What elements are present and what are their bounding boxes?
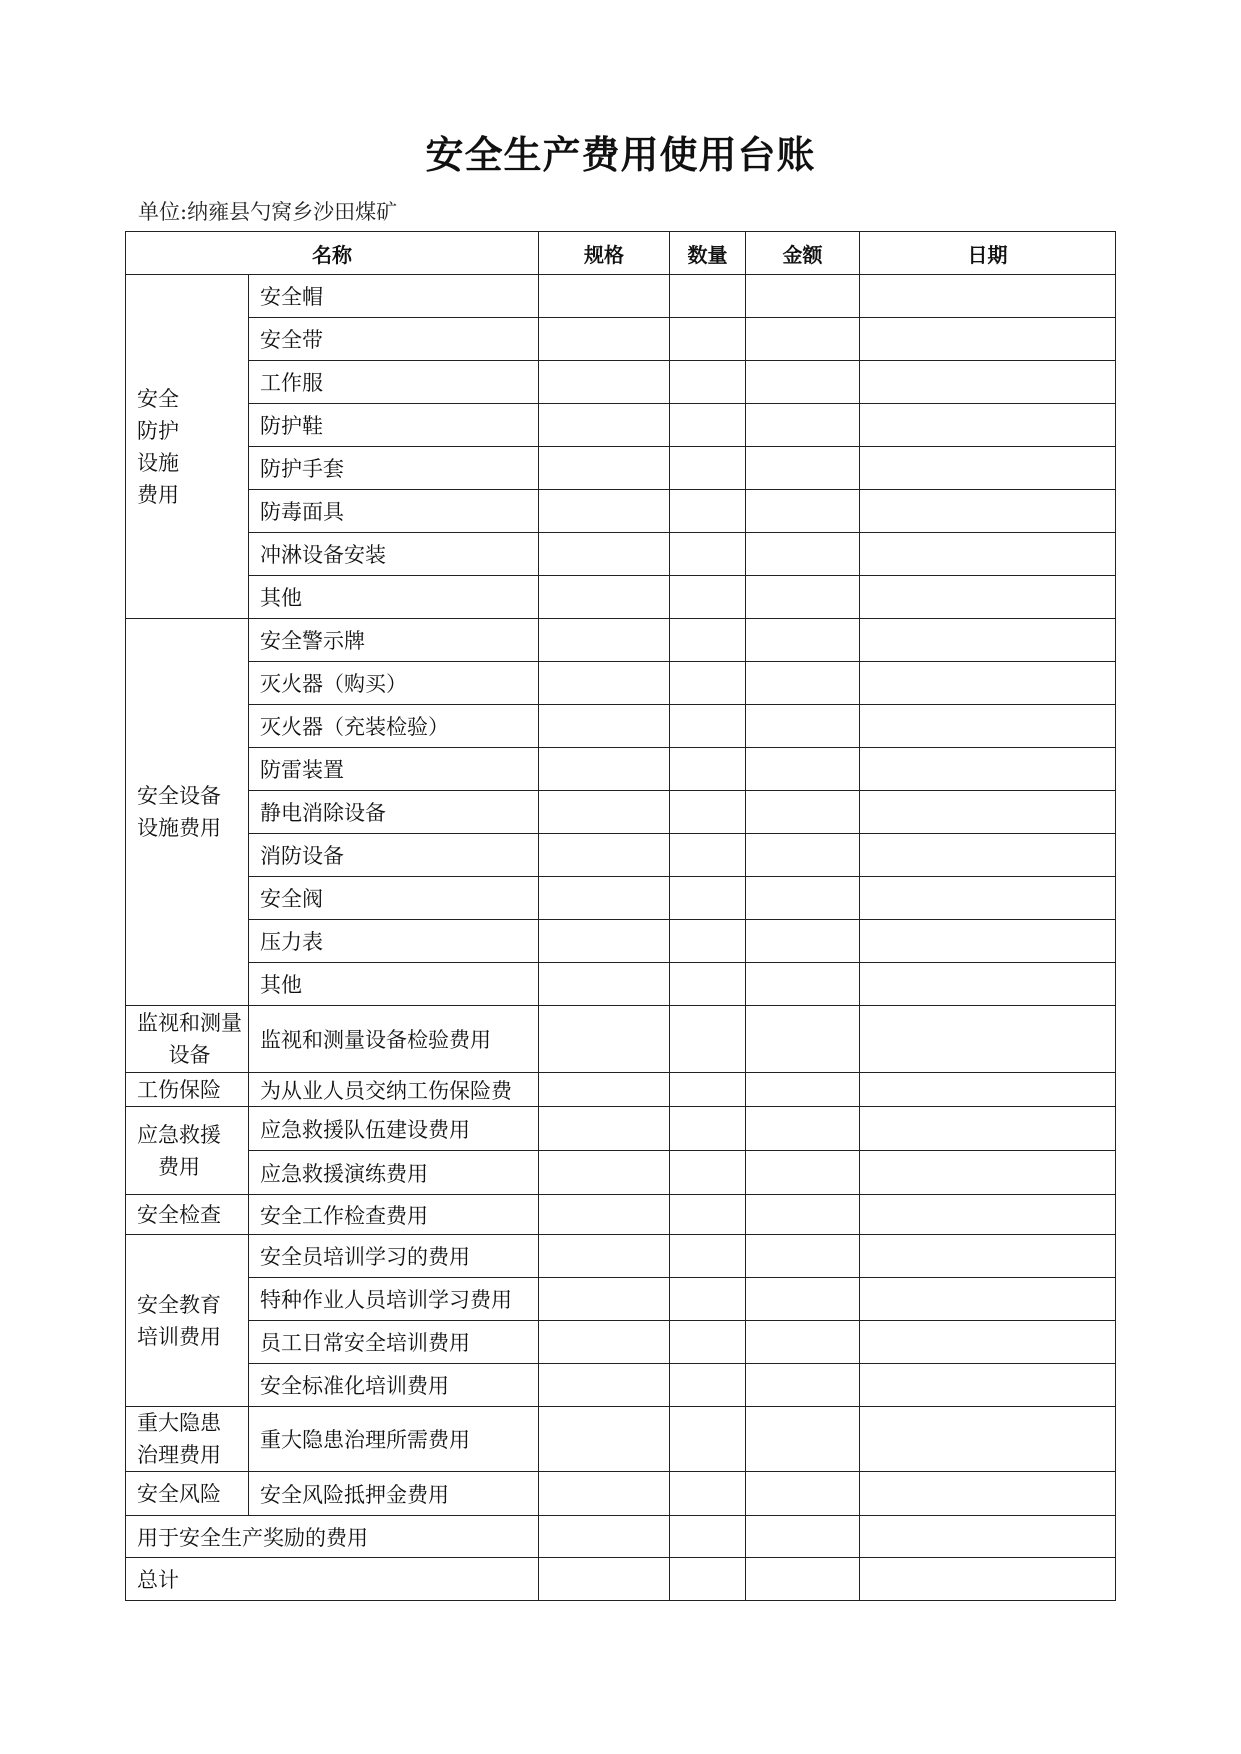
item-name-cell: 监视和测量设备检验费用 bbox=[249, 1006, 539, 1073]
item-name-cell: 为从业人员交纳工伤保险费 bbox=[249, 1073, 539, 1107]
item-quantity-cell bbox=[670, 1073, 746, 1107]
item-quantity-cell bbox=[670, 533, 746, 576]
item-spec-cell bbox=[539, 920, 670, 963]
item-amount-cell bbox=[746, 1278, 860, 1321]
item-name-cell: 安全带 bbox=[249, 318, 539, 361]
item-name-cell: 重大隐患治理所需费用 bbox=[249, 1407, 539, 1472]
item-amount-cell bbox=[746, 1321, 860, 1364]
category-label: 安全设备 设施费用 bbox=[137, 784, 221, 840]
item-amount-cell bbox=[746, 1006, 860, 1073]
item-amount-cell bbox=[746, 619, 860, 662]
item-date-cell bbox=[860, 404, 1116, 447]
item-date-cell bbox=[860, 1006, 1116, 1073]
item-amount-cell bbox=[746, 1107, 860, 1151]
item-spec-cell bbox=[539, 748, 670, 791]
table-row bbox=[126, 318, 1116, 361]
total-row bbox=[126, 1558, 1116, 1601]
item-amount-cell bbox=[746, 275, 860, 318]
table-row bbox=[126, 1235, 1116, 1278]
item-amount-cell bbox=[746, 490, 860, 533]
item-quantity-cell bbox=[670, 1321, 746, 1364]
item-amount-cell bbox=[746, 576, 860, 619]
item-spec-cell bbox=[539, 533, 670, 576]
item-spec-cell bbox=[539, 705, 670, 748]
item-quantity-cell bbox=[670, 1278, 746, 1321]
item-quantity-cell bbox=[670, 791, 746, 834]
item-amount-cell bbox=[746, 1151, 860, 1195]
item-name-cell: 其他 bbox=[249, 963, 539, 1006]
item-date-cell bbox=[860, 576, 1116, 619]
item-spec-cell bbox=[539, 275, 670, 318]
item-date-cell bbox=[860, 920, 1116, 963]
item-date-cell bbox=[860, 490, 1116, 533]
item-name-cell: 安全警示牌 bbox=[249, 619, 539, 662]
item-date-cell bbox=[860, 1364, 1116, 1407]
table-row bbox=[126, 748, 1116, 791]
item-spec-cell bbox=[539, 1151, 670, 1195]
item-quantity-cell bbox=[670, 619, 746, 662]
category-label: 应急救援 费用 bbox=[137, 1122, 221, 1179]
expense-ledger-table bbox=[125, 231, 1116, 1601]
item-spec-cell bbox=[539, 877, 670, 920]
item-spec-cell bbox=[539, 447, 670, 490]
item-date-cell bbox=[860, 533, 1116, 576]
item-quantity-cell bbox=[670, 490, 746, 533]
item-amount-cell bbox=[746, 834, 860, 877]
item-date-cell bbox=[860, 619, 1116, 662]
item-amount-cell bbox=[746, 1235, 860, 1278]
table-row bbox=[126, 576, 1116, 619]
item-amount-cell bbox=[746, 705, 860, 748]
item-spec-cell bbox=[539, 791, 670, 834]
reward-amount-cell bbox=[746, 1516, 860, 1558]
table-row bbox=[126, 1364, 1116, 1407]
item-quantity-cell bbox=[670, 1006, 746, 1073]
item-amount-cell bbox=[746, 877, 860, 920]
item-date-cell bbox=[860, 1278, 1116, 1321]
item-quantity-cell bbox=[670, 1195, 746, 1235]
item-spec-cell bbox=[539, 662, 670, 705]
item-name-cell: 安全标准化培训费用 bbox=[249, 1364, 539, 1407]
category-label: 重大隐患 治理费用 bbox=[137, 1411, 221, 1467]
item-quantity-cell bbox=[670, 1107, 746, 1151]
category-label: 监视和测量 设备 bbox=[137, 1011, 242, 1067]
item-spec-cell bbox=[539, 576, 670, 619]
category-cell bbox=[126, 1472, 249, 1516]
item-amount-cell bbox=[746, 748, 860, 791]
item-quantity-cell bbox=[670, 1472, 746, 1516]
item-spec-cell bbox=[539, 619, 670, 662]
item-name-cell: 应急救援演练费用 bbox=[249, 1151, 539, 1195]
table-row bbox=[126, 791, 1116, 834]
item-quantity-cell bbox=[670, 1151, 746, 1195]
item-name-cell: 应急救援队伍建设费用 bbox=[249, 1107, 539, 1151]
item-date-cell bbox=[860, 1195, 1116, 1235]
reward-date-cell bbox=[860, 1516, 1116, 1558]
item-spec-cell bbox=[539, 1407, 670, 1472]
item-amount-cell bbox=[746, 662, 860, 705]
item-name-cell: 压力表 bbox=[249, 920, 539, 963]
header-name: 名称 bbox=[126, 232, 539, 275]
reward-label: 用于安全生产奖励的费用 bbox=[126, 1516, 539, 1558]
table-row bbox=[126, 1151, 1116, 1195]
item-name-cell: 冲淋设备安装 bbox=[249, 533, 539, 576]
total-spec-cell bbox=[539, 1558, 670, 1601]
header-row bbox=[126, 232, 1116, 275]
item-quantity-cell bbox=[670, 705, 746, 748]
category-label: 安全教育 培训费用 bbox=[137, 1292, 221, 1349]
header-quantity: 数量 bbox=[670, 232, 746, 275]
item-date-cell bbox=[860, 1151, 1116, 1195]
item-quantity-cell bbox=[670, 1407, 746, 1472]
item-amount-cell bbox=[746, 1364, 860, 1407]
item-date-cell bbox=[860, 1235, 1116, 1278]
item-name-cell: 消防设备 bbox=[249, 834, 539, 877]
total-amount-cell bbox=[746, 1558, 860, 1601]
item-name-cell: 安全员培训学习的费用 bbox=[249, 1235, 539, 1278]
item-quantity-cell bbox=[670, 748, 746, 791]
item-date-cell bbox=[860, 877, 1116, 920]
item-name-cell: 员工日常安全培训费用 bbox=[249, 1321, 539, 1364]
item-spec-cell bbox=[539, 1195, 670, 1235]
item-amount-cell bbox=[746, 1195, 860, 1235]
reward-spec-cell bbox=[539, 1516, 670, 1558]
table-row bbox=[126, 1107, 1116, 1151]
item-quantity-cell bbox=[670, 275, 746, 318]
table-row bbox=[126, 490, 1116, 533]
item-date-cell bbox=[860, 791, 1116, 834]
header-date: 日期 bbox=[860, 232, 1116, 275]
item-name-cell: 防雷装置 bbox=[249, 748, 539, 791]
category-cell bbox=[126, 1195, 249, 1235]
item-spec-cell bbox=[539, 318, 670, 361]
table-row bbox=[126, 533, 1116, 576]
total-label: 总计 bbox=[126, 1558, 539, 1601]
item-quantity-cell bbox=[670, 834, 746, 877]
item-name-cell: 防毒面具 bbox=[249, 490, 539, 533]
item-date-cell bbox=[860, 1407, 1116, 1472]
item-amount-cell bbox=[746, 791, 860, 834]
item-quantity-cell bbox=[670, 662, 746, 705]
item-date-cell bbox=[860, 1107, 1116, 1151]
table-row bbox=[126, 662, 1116, 705]
category-label: 安全风险 bbox=[137, 1481, 221, 1506]
item-name-cell: 灭火器（购买） bbox=[249, 662, 539, 705]
table-row bbox=[126, 361, 1116, 404]
item-name-cell: 安全帽 bbox=[249, 275, 539, 318]
category-cell bbox=[126, 1006, 249, 1073]
table-row bbox=[126, 1006, 1116, 1073]
item-name-cell: 特种作业人员培训学习费用 bbox=[249, 1278, 539, 1321]
table-row bbox=[126, 963, 1116, 1006]
item-date-cell bbox=[860, 705, 1116, 748]
item-quantity-cell bbox=[670, 576, 746, 619]
item-name-cell: 其他 bbox=[249, 576, 539, 619]
item-spec-cell bbox=[539, 1321, 670, 1364]
item-quantity-cell bbox=[670, 1364, 746, 1407]
ledger-body bbox=[126, 275, 1116, 1601]
category-label: 安全检查 bbox=[137, 1202, 221, 1227]
item-spec-cell bbox=[539, 490, 670, 533]
category-cell bbox=[126, 1407, 249, 1472]
item-spec-cell bbox=[539, 1006, 670, 1073]
category-cell bbox=[126, 619, 249, 1006]
item-name-cell: 安全阀 bbox=[249, 877, 539, 920]
item-amount-cell bbox=[746, 1073, 860, 1107]
item-date-cell bbox=[860, 963, 1116, 1006]
table-row bbox=[126, 877, 1116, 920]
item-quantity-cell bbox=[670, 877, 746, 920]
item-name-cell: 安全风险抵押金费用 bbox=[249, 1472, 539, 1516]
item-date-cell bbox=[860, 318, 1116, 361]
item-amount-cell bbox=[746, 1472, 860, 1516]
item-quantity-cell bbox=[670, 963, 746, 1006]
item-date-cell bbox=[860, 275, 1116, 318]
item-quantity-cell bbox=[670, 1235, 746, 1278]
item-date-cell bbox=[860, 748, 1116, 791]
item-name-cell: 静电消除设备 bbox=[249, 791, 539, 834]
table-row bbox=[126, 275, 1116, 318]
item-quantity-cell bbox=[670, 318, 746, 361]
category-label: 工伤保险 bbox=[137, 1077, 221, 1102]
item-name-cell: 防护手套 bbox=[249, 447, 539, 490]
item-spec-cell bbox=[539, 963, 670, 1006]
item-amount-cell bbox=[746, 447, 860, 490]
category-cell bbox=[126, 275, 249, 619]
item-amount-cell bbox=[746, 920, 860, 963]
item-quantity-cell bbox=[670, 447, 746, 490]
item-date-cell bbox=[860, 1073, 1116, 1107]
item-date-cell bbox=[860, 662, 1116, 705]
table-row bbox=[126, 1321, 1116, 1364]
item-name-cell: 工作服 bbox=[249, 361, 539, 404]
table-row bbox=[126, 1407, 1116, 1472]
header-spec: 规格 bbox=[539, 232, 670, 275]
item-date-cell bbox=[860, 361, 1116, 404]
item-name-cell: 防护鞋 bbox=[249, 404, 539, 447]
item-quantity-cell bbox=[670, 361, 746, 404]
item-spec-cell bbox=[539, 404, 670, 447]
item-amount-cell bbox=[746, 318, 860, 361]
document-title: 安全生产费用使用台账 bbox=[425, 132, 816, 177]
table-row bbox=[126, 834, 1116, 877]
table-row bbox=[126, 1073, 1116, 1107]
item-name-cell: 安全工作检查费用 bbox=[249, 1195, 539, 1235]
total-quantity-cell bbox=[670, 1558, 746, 1601]
item-amount-cell bbox=[746, 533, 860, 576]
item-spec-cell bbox=[539, 834, 670, 877]
item-spec-cell bbox=[539, 1235, 670, 1278]
category-label: 安全 防护 设施 费用 bbox=[137, 386, 179, 507]
item-spec-cell bbox=[539, 1107, 670, 1151]
item-quantity-cell bbox=[670, 920, 746, 963]
table-row bbox=[126, 1472, 1116, 1516]
table-row bbox=[126, 619, 1116, 662]
item-amount-cell bbox=[746, 361, 860, 404]
table-row bbox=[126, 404, 1116, 447]
item-spec-cell bbox=[539, 361, 670, 404]
item-name-cell: 灭火器（充装检验） bbox=[249, 705, 539, 748]
item-amount-cell bbox=[746, 404, 860, 447]
item-amount-cell bbox=[746, 963, 860, 1006]
item-date-cell bbox=[860, 447, 1116, 490]
item-spec-cell bbox=[539, 1364, 670, 1407]
table-row bbox=[126, 1278, 1116, 1321]
reward-quantity-cell bbox=[670, 1516, 746, 1558]
reward-row bbox=[126, 1516, 1116, 1558]
category-cell bbox=[126, 1107, 249, 1195]
header-amount: 金额 bbox=[746, 232, 860, 275]
item-amount-cell bbox=[746, 1407, 860, 1472]
table-row bbox=[126, 1195, 1116, 1235]
item-spec-cell bbox=[539, 1073, 670, 1107]
item-spec-cell bbox=[539, 1278, 670, 1321]
category-cell bbox=[126, 1235, 249, 1407]
item-quantity-cell bbox=[670, 404, 746, 447]
item-spec-cell bbox=[539, 1472, 670, 1516]
item-date-cell bbox=[860, 834, 1116, 877]
item-date-cell bbox=[860, 1472, 1116, 1516]
table-row bbox=[126, 920, 1116, 963]
category-cell bbox=[126, 1073, 249, 1107]
table-row bbox=[126, 447, 1116, 490]
table-row bbox=[126, 705, 1116, 748]
unit-label: 单位:纳雍县勺窝乡沙田煤矿 bbox=[138, 200, 398, 224]
total-date-cell bbox=[860, 1558, 1116, 1601]
item-date-cell bbox=[860, 1321, 1116, 1364]
